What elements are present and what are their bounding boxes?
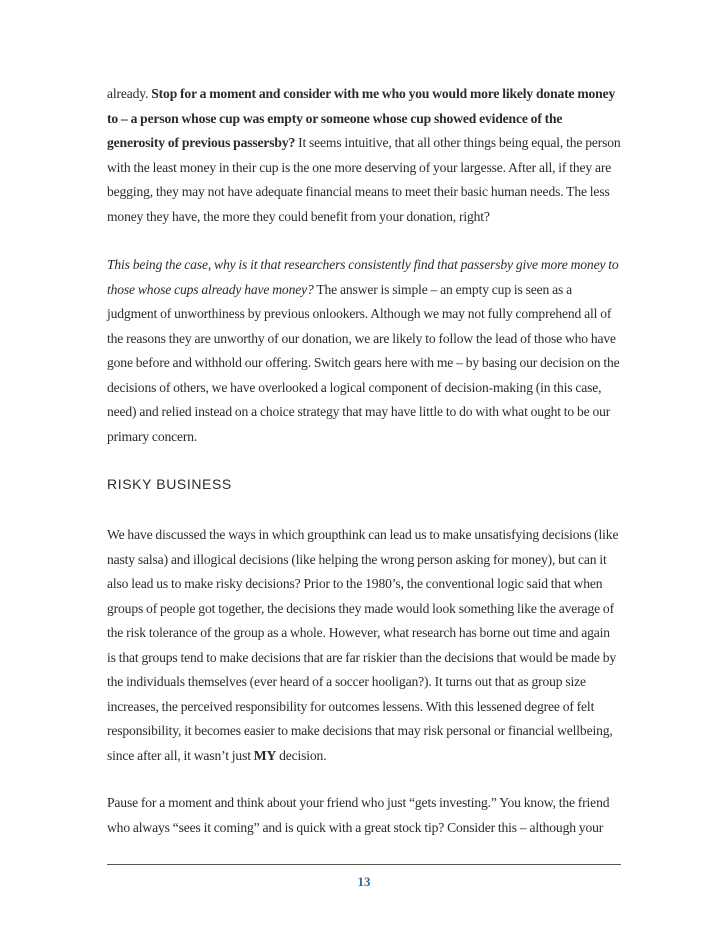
paragraph-investing-friend: [107, 791, 621, 840]
bold-question: Stop for a moment and consider with me who you would more likely donate money to – a person whose cup was empty or someone whose cup showed evidence of the generosity of previous passersby?: [107, 86, 616, 150]
paragraph-text: It seems intuitive, that all other things being equal, the person with the least money in their cup is the one more deserving of your largesse. After all, if they are begging, they may not have adequate financial means to meet their basic human needs. The less money they have, the more they could benefit from your donation, right?: [107, 135, 621, 224]
section-heading: RISKY BUSINESS: [107, 476, 232, 492]
paragraph-risky-decisions: [107, 523, 621, 768]
paragraph-researchers: [107, 253, 621, 449]
paragraph-text: The answer is simple – an empty cup is seen as a judgment of unworthiness by previous onlookers. Although we may not fully comprehend all of the reasons they are unworthy of our donation, we are likely to follow the lead of those who have gone before and withhold our offering. Switch gears here with me – by basing our decision on the decisions of others, we have overlooked a logical component of decision-making (in this case, need) and relied instead on a choice strategy that may have little to do with what ought to be our primary concern.: [107, 281, 620, 444]
page-number: 13: [357, 874, 371, 889]
bold-emphasis: MY: [253, 747, 277, 763]
footer-divider: [107, 864, 621, 865]
paragraph-donation-intro: [107, 82, 621, 229]
italic-question: This being the case, why is it that researchers consistently find that passersby give more money to those whose cups already have money?: [107, 257, 619, 297]
paragraph-text: already.: [107, 86, 152, 101]
paragraph-text: decision.: [276, 747, 327, 763]
paragraph-text: We have discussed the ways in which groupthink can lead us to make unsatisfying decisions (like nasty salsa) and illogical decisions (like helping the wrong person asking for money), but can it also lead us to make risky decisions? Prior to the 1980’s, the conventional logic said that when groups of people got together, the decisions they made would look something like the average of the risk tolerance of the group as a whole. However, what research has borne out time and again is that groups tend to make decisions that are far riskier than the decisions that would be made by the individuals themselves (ever heard of a soccer hooligan?). It turns out that as group size increases, the perceived responsibility for outcomes lessens. With this lessened degree of felt responsibility, it becomes easier to make decisions that may risk personal or financial wellbeing, since after all, it wasn’t just: [107, 527, 619, 763]
paragraph-text: Pause for a moment and think about your friend who just “gets investing.” You know, the friend who always “sees it coming” and is quick with a great stock tip? Consider this – although your: [107, 795, 610, 835]
